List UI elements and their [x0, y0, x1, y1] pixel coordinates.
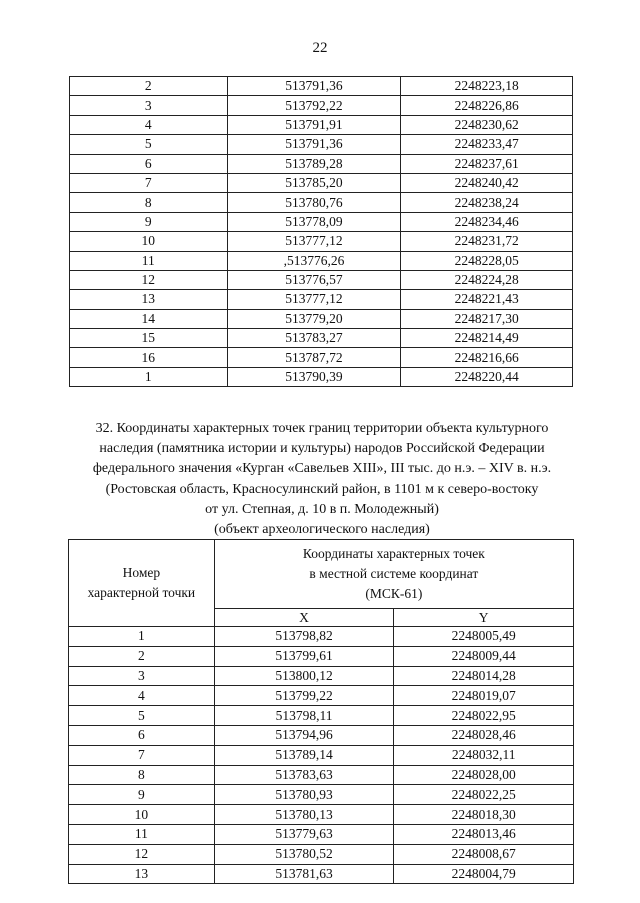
- y-coordinate-cell: 2248237,61: [401, 154, 573, 173]
- x-coordinate-cell: 513777,12: [227, 232, 401, 251]
- table-row: [69, 646, 574, 666]
- x-coordinate-cell: 513800,12: [214, 666, 394, 686]
- point-number-cell: 5: [70, 135, 228, 154]
- point-number-cell: 6: [70, 154, 228, 173]
- x-coordinate-cell: 513798,11: [214, 706, 394, 726]
- x-coordinate-cell: 513791,36: [227, 77, 401, 96]
- y-coordinate-cell: 2248216,66: [401, 348, 573, 367]
- x-coordinate-cell: 513780,13: [214, 805, 394, 825]
- point-number-cell: 14: [70, 309, 228, 328]
- y-coordinate-cell: 2248022,25: [394, 785, 574, 805]
- x-coordinate-cell: 513794,96: [214, 725, 394, 745]
- point-number-cell: 10: [70, 232, 228, 251]
- y-coordinate-cell: 2248224,28: [401, 270, 573, 289]
- point-number-cell: 9: [70, 212, 228, 231]
- table-row: [70, 367, 573, 386]
- table-row: [69, 765, 574, 785]
- table-row: [70, 173, 573, 192]
- y-coordinate-cell: 2248220,44: [401, 367, 573, 386]
- x-coordinate-cell: 513779,20: [227, 309, 401, 328]
- table-row: [69, 627, 574, 647]
- y-coordinate-cell: 2248022,95: [394, 706, 574, 726]
- x-coordinate-cell: 513776,57: [227, 270, 401, 289]
- point-number-cell: 12: [70, 270, 228, 289]
- caption-line: от ул. Степная, д. 10 в п. Молодежный): [205, 501, 439, 517]
- y-column-header: Y: [394, 609, 574, 627]
- table-row: [69, 745, 574, 765]
- point-number-cell: 2: [69, 646, 215, 666]
- x-coordinate-cell: 513779,63: [214, 824, 394, 844]
- x-coordinate-cell: 513791,36: [227, 135, 401, 154]
- table-row: [70, 193, 573, 212]
- page-number: 22: [312, 40, 328, 56]
- y-coordinate-cell: 2248226,86: [401, 96, 573, 115]
- y-coordinate-cell: 2248231,72: [401, 232, 573, 251]
- table-row: [70, 251, 573, 270]
- header-text: характерной точки: [87, 585, 196, 600]
- table-row: [70, 329, 573, 348]
- coordinates-table-body: [70, 77, 573, 387]
- table-row: [70, 115, 573, 134]
- x-coordinate-cell: 513791,91: [227, 115, 401, 134]
- x-coordinate-cell: 513790,39: [227, 367, 401, 386]
- x-coordinate-cell: 513780,52: [214, 844, 394, 864]
- coordinates-table-continued: [69, 76, 573, 387]
- point-number-cell: 1: [70, 367, 228, 386]
- x-coordinate-cell: 513789,14: [214, 745, 394, 765]
- y-coordinate-cell: 2248018,30: [394, 805, 574, 825]
- point-number-cell: 16: [70, 348, 228, 367]
- x-coordinate-cell: 513780,76: [227, 193, 401, 212]
- header-text: (МСК-61): [365, 586, 423, 601]
- y-coordinate-cell: 2248019,07: [394, 686, 574, 706]
- table-row: [69, 666, 574, 686]
- x-coordinate-cell: 513798,82: [214, 627, 394, 647]
- header-text: в местной системе координат: [309, 566, 479, 581]
- table-row: [69, 686, 574, 706]
- x-coordinate-cell: 513783,27: [227, 329, 401, 348]
- point-number-cell: 4: [69, 686, 215, 706]
- table-row: [69, 844, 574, 864]
- table-row: [69, 725, 574, 745]
- point-number-header: [69, 540, 215, 627]
- point-number-cell: 4: [70, 115, 228, 134]
- y-coordinate-cell: 2248032,11: [394, 745, 574, 765]
- x-coordinate-cell: 513789,28: [227, 154, 401, 173]
- table-row: [70, 77, 573, 96]
- point-number-cell: 12: [69, 844, 215, 864]
- caption-line: 32. Координаты характерных точек границ территории объекта культурного: [95, 421, 549, 436]
- table-row: [69, 785, 574, 805]
- y-coordinate-cell: 2248221,43: [401, 290, 573, 309]
- point-number-cell: 10: [69, 805, 215, 825]
- table-row: [69, 824, 574, 844]
- coordinates-table: [68, 539, 574, 884]
- point-number-cell: 13: [70, 290, 228, 309]
- point-number-cell: 9: [69, 785, 215, 805]
- coordinates-header: [214, 540, 573, 609]
- table-row: [70, 212, 573, 231]
- y-coordinate-cell: 2248223,18: [401, 77, 573, 96]
- y-coordinate-cell: 2248009,44: [394, 646, 574, 666]
- y-coordinate-cell: 2248008,67: [394, 844, 574, 864]
- point-number-cell: 7: [70, 173, 228, 192]
- table-row: [70, 309, 573, 328]
- table-row: [70, 348, 573, 367]
- table-row: [70, 135, 573, 154]
- point-number-cell: 13: [69, 864, 215, 884]
- y-coordinate-cell: 2248230,62: [401, 115, 573, 134]
- section-caption: [60, 419, 584, 540]
- x-coordinate-cell: 513780,93: [214, 785, 394, 805]
- point-number-cell: 2: [70, 77, 228, 96]
- table-header: [69, 540, 574, 627]
- y-coordinate-cell: 2248214,49: [401, 329, 573, 348]
- table-row: [70, 96, 573, 115]
- point-number-cell: 15: [70, 329, 228, 348]
- table-row: [70, 290, 573, 309]
- table-row: [69, 864, 574, 884]
- caption-line: (Ростовская область, Красносулинский район, в 1101 м к северо-востоку: [105, 481, 539, 497]
- point-number-cell: 7: [69, 745, 215, 765]
- point-number-cell: 8: [69, 765, 215, 785]
- point-number-cell: 8: [70, 193, 228, 212]
- x-coordinate-cell: 513792,22: [227, 96, 401, 115]
- x-column-header: X: [214, 609, 394, 627]
- coordinates-table-body: [69, 627, 574, 884]
- point-number-cell: 11: [70, 251, 228, 270]
- y-coordinate-cell: 2248004,79: [394, 864, 574, 884]
- table-row: [69, 706, 574, 726]
- x-coordinate-cell: 513799,61: [214, 646, 394, 666]
- y-coordinate-cell: 2248228,05: [401, 251, 573, 270]
- x-coordinate-cell: 513799,22: [214, 686, 394, 706]
- x-coordinate-cell: 513777,12: [227, 290, 401, 309]
- caption-line: наследия (памятника истории и культуры) народов Российской Федерации: [99, 441, 545, 457]
- caption-line: (объект археологического наследия): [214, 522, 430, 538]
- y-coordinate-cell: 2248240,42: [401, 173, 573, 192]
- y-coordinate-cell: 2248217,30: [401, 309, 573, 328]
- x-coordinate-cell: 513785,20: [227, 173, 401, 192]
- y-coordinate-cell: 2248005,49: [394, 627, 574, 647]
- point-number-cell: 3: [69, 666, 215, 686]
- x-coordinate-cell: 513787,72: [227, 348, 401, 367]
- point-number-cell: 3: [70, 96, 228, 115]
- x-coordinate-cell: 513783,63: [214, 765, 394, 785]
- x-coordinate-cell: ,513776,26: [227, 251, 401, 270]
- y-coordinate-cell: 2248028,00: [394, 765, 574, 785]
- header-text: Номер: [122, 565, 161, 580]
- point-number-cell: 1: [69, 627, 215, 647]
- y-coordinate-cell: 2248028,46: [394, 725, 574, 745]
- header-text: Координаты характерных точек: [302, 546, 485, 561]
- x-coordinate-cell: 513778,09: [227, 212, 401, 231]
- y-coordinate-cell: 2248233,47: [401, 135, 573, 154]
- table-row: [70, 232, 573, 251]
- caption-line: федерального значения «Курган «Савельев XIII», III тыс. до н.э. – XIV в. н.э.: [92, 461, 552, 477]
- y-coordinate-cell: 2248014,28: [394, 666, 574, 686]
- point-number-cell: 6: [69, 725, 215, 745]
- table-row: [70, 154, 573, 173]
- y-coordinate-cell: 2248234,46: [401, 212, 573, 231]
- point-number-cell: 11: [69, 824, 215, 844]
- table-row: [69, 805, 574, 825]
- point-number-cell: 5: [69, 706, 215, 726]
- y-coordinate-cell: 2248013,46: [394, 824, 574, 844]
- table-row: [70, 270, 573, 289]
- y-coordinate-cell: 2248238,24: [401, 193, 573, 212]
- x-coordinate-cell: 513781,63: [214, 864, 394, 884]
